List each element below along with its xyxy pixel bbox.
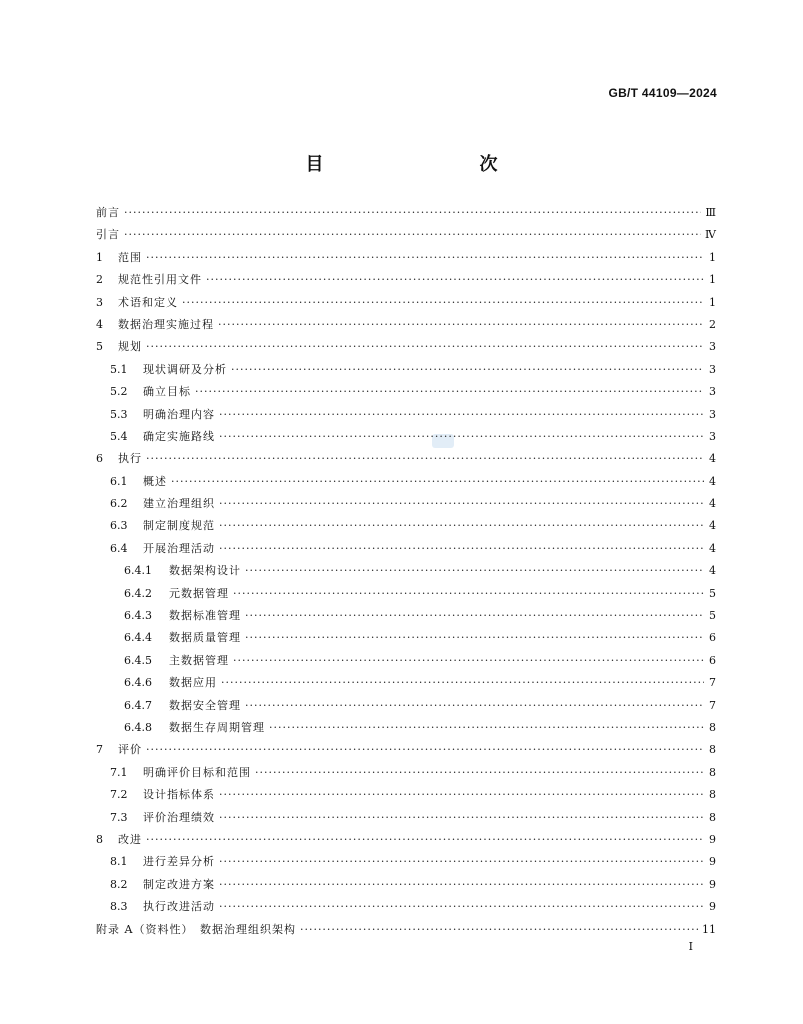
toc-entry-page: 7 (709, 676, 716, 690)
toc-entry[interactable] (96, 741, 716, 763)
toc-leader-dots (255, 766, 704, 779)
table-of-contents (96, 204, 716, 943)
toc-entry[interactable] (96, 226, 716, 248)
toc-entry-number: 5.3 (110, 407, 128, 421)
toc-entry-title: 规范性引用文件 (118, 273, 202, 287)
toc-entry-title: 执行改进活动 (143, 900, 215, 914)
toc-entry-title: 规划 (118, 340, 142, 354)
toc-entry-page: 8 (709, 788, 716, 802)
toc-entry-title: 数据应用 (169, 676, 217, 690)
page-number: I (688, 940, 693, 953)
toc-entry[interactable] (96, 428, 716, 450)
toc-entry-title: 评价 (118, 743, 142, 757)
toc-entry-number: 8 (96, 832, 103, 846)
toc-leader-dots (146, 452, 704, 465)
toc-entry-number: 6.1 (110, 474, 128, 488)
toc-entry-title: 数据质量管理 (169, 631, 241, 645)
toc-entry[interactable] (96, 898, 716, 920)
toc-entry-title: 元数据管理 (169, 586, 229, 600)
toc-entry-page: 9 (709, 855, 716, 869)
toc-entry[interactable] (96, 786, 716, 808)
toc-leader-dots (219, 542, 704, 555)
toc-entry-title: 制定改进方案 (143, 877, 215, 891)
toc-entry-title: 数据安全管理 (169, 698, 241, 712)
toc-entry[interactable] (96, 562, 716, 584)
toc-leader-dots (245, 564, 704, 577)
toc-leader-dots (245, 609, 704, 622)
toc-entry-title: 开展治理活动 (143, 541, 215, 555)
toc-entry-title: 数据治理实施过程 (118, 317, 214, 331)
toc-entry-number: 5.2 (110, 385, 128, 399)
toc-entry[interactable] (96, 383, 716, 405)
toc-entry-page: Ⅳ (705, 228, 716, 242)
toc-entry-page: 1 (709, 273, 716, 287)
toc-entry-number: 6 (96, 452, 103, 466)
toc-leader-dots (219, 878, 704, 891)
toc-entry[interactable] (96, 271, 716, 293)
toc-entry-page: 4 (709, 497, 716, 511)
toc-leader-dots (219, 519, 704, 532)
toc-entry-title: 制定制度规范 (143, 519, 215, 533)
toc-entry[interactable] (96, 316, 716, 338)
toc-entry-title: 确立目标 (143, 385, 191, 399)
toc-entry[interactable] (96, 540, 716, 562)
toc-entry-number: 6.2 (110, 497, 128, 511)
toc-leader-dots (124, 206, 701, 219)
toc-leader-dots (233, 654, 704, 667)
toc-entry-page: 4 (709, 519, 716, 533)
toc-leader-dots (219, 430, 704, 443)
toc-entry[interactable] (96, 674, 716, 696)
toc-entry-page: 5 (709, 609, 716, 623)
toc-entry-page: 8 (709, 720, 716, 734)
toc-entry-title: 建立治理组织 (143, 497, 215, 511)
toc-entry-page: 3 (709, 385, 716, 399)
toc-entry-title: 执行 (118, 452, 142, 466)
toc-entry-page: 9 (709, 832, 716, 846)
toc-entry[interactable] (96, 204, 716, 226)
toc-entry-page: 8 (709, 810, 716, 824)
toc-leader-dots (146, 251, 704, 264)
toc-entry-page: 4 (709, 452, 716, 466)
toc-entry-title: 主数据管理 (169, 653, 229, 667)
toc-leader-dots (171, 475, 704, 488)
toc-leader-dots (245, 699, 704, 712)
toc-leader-dots (245, 631, 704, 644)
toc-leader-dots (124, 228, 701, 241)
toc-entry[interactable] (96, 652, 716, 674)
toc-entry[interactable] (96, 831, 716, 853)
toc-entry-number: 5 (96, 340, 103, 354)
toc-entry-page: 4 (709, 474, 716, 488)
toc-leader-dots (219, 855, 704, 868)
toc-entry-page: 3 (709, 429, 716, 443)
toc-entry-page: 9 (709, 900, 716, 914)
toc-entry-number: 6.4.1 (124, 564, 152, 578)
toc-entry[interactable] (96, 249, 716, 271)
toc-entry-page: 5 (709, 586, 716, 600)
toc-leader-dots (219, 811, 704, 824)
toc-entry-number: 6.4.6 (124, 676, 152, 690)
toc-entry[interactable] (96, 495, 716, 517)
toc-entry-title: 明确评价目标和范围 (143, 765, 251, 779)
toc-entry-page: 3 (709, 340, 716, 354)
toc-entry-number: 6.4.7 (124, 698, 152, 712)
toc-entry-number: 8.3 (110, 900, 128, 914)
toc-entry[interactable] (96, 361, 716, 383)
toc-entry[interactable] (96, 517, 716, 539)
toc-entry-page: 4 (709, 564, 716, 578)
standard-number: GB/T 44109—2024 (608, 86, 717, 100)
toc-entry-page: 3 (709, 362, 716, 376)
toc-entry-page: 11 (702, 922, 716, 936)
toc-entry-page: 6 (709, 631, 716, 645)
toc-leader-dots (195, 385, 704, 398)
toc-entry-page: 4 (709, 541, 716, 555)
toc-entry-title: 附录 A（资料性） 数据治理组织架构 (96, 922, 296, 936)
toc-entry[interactable] (96, 697, 716, 719)
toc-entry-number: 1 (96, 250, 103, 264)
toc-entry-number: 6.4.3 (124, 609, 152, 623)
toc-entry-title: 范围 (118, 250, 142, 264)
toc-entry[interactable] (96, 809, 716, 831)
toc-entry[interactable] (96, 764, 716, 786)
toc-entry-number: 6.4.8 (124, 720, 152, 734)
toc-entry[interactable] (96, 921, 716, 943)
toc-entry-title: 数据标准管理 (169, 609, 241, 623)
toc-entry-page: 3 (709, 407, 716, 421)
toc-entry[interactable] (96, 473, 716, 495)
toc-leader-dots (231, 363, 704, 376)
toc-entry-number: 7 (96, 743, 103, 757)
toc-entry[interactable] (96, 338, 716, 360)
toc-entry-number: 7.2 (110, 788, 128, 802)
toc-entry-number: 5.4 (110, 429, 128, 443)
toc-entry-title: 设计指标体系 (143, 788, 215, 802)
toc-leader-dots (219, 497, 704, 510)
toc-entry-number: 6.3 (110, 519, 128, 533)
toc-entry[interactable] (96, 585, 716, 607)
toc-entry[interactable] (96, 629, 716, 651)
toc-entry-title: 改进 (118, 832, 142, 846)
toc-entry-title: 数据架构设计 (169, 564, 241, 578)
toc-entry-title: 现状调研及分析 (143, 362, 227, 376)
toc-entry-number: 5.1 (110, 362, 128, 376)
toc-entry-title: 前言 (96, 206, 120, 219)
toc-entry[interactable] (96, 450, 716, 472)
toc-leader-dots (219, 900, 704, 913)
toc-leader-dots (146, 833, 704, 846)
toc-entry[interactable] (96, 294, 716, 316)
toc-entry-number: 6.4.2 (124, 586, 152, 600)
toc-entry-number: 6.4.5 (124, 653, 152, 667)
toc-entry[interactable] (96, 406, 716, 428)
toc-entry-title: 数据生存周期管理 (169, 720, 265, 734)
toc-entry-number: 6.4.4 (124, 631, 152, 645)
toc-leader-dots (206, 273, 704, 286)
toc-entry-page: 1 (709, 250, 716, 264)
toc-leader-dots (219, 408, 704, 421)
toc-entry-page: 2 (709, 317, 716, 331)
toc-entry[interactable] (96, 719, 716, 741)
toc-entry-number: 2 (96, 273, 103, 287)
toc-entry-title: 确定实施路线 (143, 429, 215, 443)
toc-entry-title: 明确治理内容 (143, 407, 215, 421)
toc-entry-number: 3 (96, 295, 103, 309)
toc-entry[interactable] (96, 876, 716, 898)
toc-entry-page: 8 (709, 765, 716, 779)
toc-entry-number: 8.1 (110, 855, 128, 869)
toc-entry[interactable] (96, 607, 716, 629)
page-title: 目 次 (305, 154, 538, 175)
toc-leader-dots (219, 788, 704, 801)
toc-entry-number: 8.2 (110, 877, 128, 891)
toc-entry-title: 术语和定义 (118, 295, 178, 309)
toc-entry-title: 引言 (96, 228, 120, 242)
toc-entry-number: 6.4 (110, 541, 128, 555)
toc-entry-title: 评价治理绩效 (143, 810, 215, 824)
toc-entry-page: Ⅲ (705, 206, 716, 219)
toc-entry[interactable] (96, 853, 716, 875)
toc-entry-page: 8 (709, 743, 716, 757)
toc-leader-dots (221, 676, 704, 689)
toc-leader-dots (218, 318, 704, 331)
toc-entry-title: 概述 (143, 474, 167, 488)
toc-leader-dots (146, 743, 704, 756)
toc-leader-dots (182, 296, 704, 309)
toc-leader-dots (269, 721, 704, 734)
toc-leader-dots (233, 587, 704, 600)
toc-entry-page: 9 (709, 877, 716, 891)
toc-entry-title: 进行差异分析 (143, 855, 215, 869)
toc-leader-dots (146, 340, 704, 353)
toc-entry-number: 7.3 (110, 810, 128, 824)
toc-entry-number: 4 (96, 317, 103, 331)
toc-entry-page: 1 (709, 295, 716, 309)
toc-entry-page: 7 (709, 698, 716, 712)
toc-entry-page: 6 (709, 653, 716, 667)
toc-leader-dots (300, 923, 698, 936)
toc-entry-number: 7.1 (110, 765, 128, 779)
